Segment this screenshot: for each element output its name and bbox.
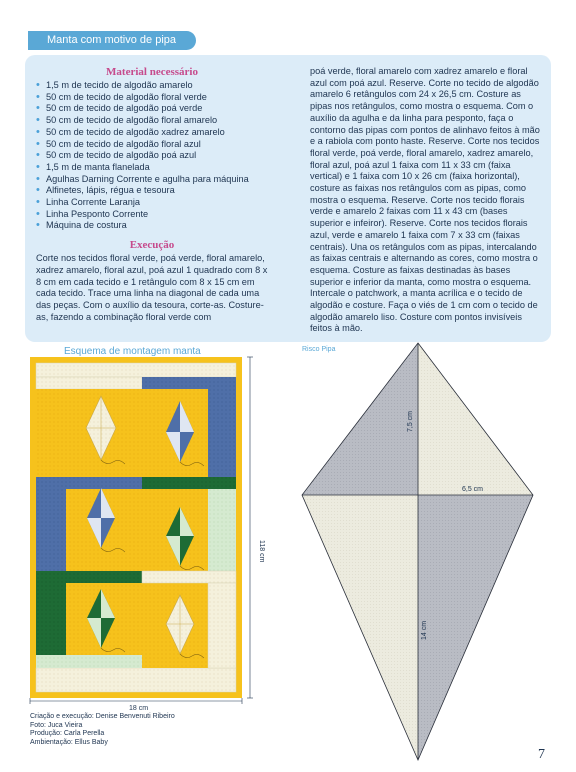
width-label: 18 cm — [129, 705, 149, 712]
material-item: • 50 cm de tecido de algodão poá verde — [36, 103, 268, 115]
credit-line: Ambientação: Ellus Baby — [30, 738, 108, 746]
diagram-title: Esquema de montagem manta — [64, 346, 201, 357]
bottom-band — [36, 668, 236, 692]
material-item: • 50 cm de tecido de algodão poá azul — [36, 150, 268, 162]
kite-template — [302, 343, 533, 760]
template-dim-top: 7,5 cm — [407, 410, 414, 432]
risco-title: Risco Pipa — [302, 346, 336, 353]
material-item: • Alfinetes, lápis, régua e tesoura — [36, 185, 268, 197]
page-number: 7 — [538, 747, 545, 762]
banner-title: Manta com motivo de pipa — [47, 34, 177, 46]
material-item: • 50 cm de tecido de algodão floral amarelo — [36, 115, 268, 127]
material-item: • Agulhas Darning Corrente e agulha para máquina — [36, 174, 268, 186]
execucao-heading: Execução — [129, 239, 175, 252]
material-item: • Linha Corrente Laranja — [36, 197, 268, 209]
material-item: • Máquina de costura — [36, 220, 268, 232]
execucao-text-part2: poá verde, floral amarelo com xadrez amarelo e floral azul com poá azul. Reserve. Corte no tecido de algodão amarelo 6 retângulos com 24 x 26,5 cm. Costure as pipas nos retângulos, como mostra o esquema. Com o auxílio da agulha e da linha para pesponto, faça o contorno das pipas com pontos de alinhavo feitos à mão e a rabiola com ponto haste. Reserve. Corte nos tecidos floral verde, poá verde, floral amarelo, xadrez amarelo, floral azul, poá azul 1 faixa com 11 x 33 cm (faixa vertical) e 1 faixa com 10 x 26 cm (faixa horizontal), costure as faixas nos retângulos com as pipas, como mostra o esquema. Reserve. Corte nos tecido florais verde e amarelo 2 faixas com 11 x 43 cm (bases superior e infeiror). Reserve. Corte nos tecidos florais azul, verde e amarelo 1 faixa com 7 x 33 cm (faixas centrais). Una os retângulos com as pipas, intercalando as faixas centrais e alternando as cores, como mostra o esquema. Costure as faixas destinadas às bases superior e inferior da manta, como mostra o esquema. Intercale o patchwork, a manta acrílica e o tecido de algodão e costure. Faça o viés de 1 cm com o tecido de algodão amarelo liso. Costure com pontos invisíveis feitos à mão. — [310, 66, 540, 334]
material-item: • 50 cm de tecido de algodão floral azul — [36, 139, 268, 151]
credits — [30, 713, 175, 747]
template-dim-width: 6,5 cm — [462, 486, 484, 493]
material-heading: Material necessário — [106, 66, 198, 78]
template-dim-bottom: 14 cm — [421, 620, 428, 640]
material-item: • 50 cm de tecido de algodão xadrez amarelo — [36, 127, 268, 139]
credit-line: Produção: Carla Perella — [30, 730, 105, 738]
top-band — [36, 363, 236, 377]
execucao-text-part1: Corte nos tecidos floral verde, poá verde, floral amarelo, xadrez amarelo, floral azul, poá azul 1 quadrado com 8 x 8 cm em cada tecido e 1 retângulo com 8 x 15 cm em cada tecido. Trace uma linha na diagonal de cada uma das peças. Com o auxílio da tesoura, corte-as. Costure-as, fazendo a combinação floral verde com — [36, 253, 268, 322]
material-item: • 1,5 m de manta flanelada — [36, 162, 268, 174]
material-item: • Linha Pesponto Corrente — [36, 209, 268, 221]
height-label: 118 cm — [258, 540, 265, 563]
material-item: • 50 cm de tecido de algodão floral verde — [36, 92, 268, 104]
material-item: • 1,5 m de tecido de algodão amarelo — [36, 80, 268, 92]
credit-line: Criação e execução: Denise Benvenuti Ribeiro — [30, 713, 175, 720]
credit-line: Foto: Juca Vieira — [30, 721, 83, 729]
